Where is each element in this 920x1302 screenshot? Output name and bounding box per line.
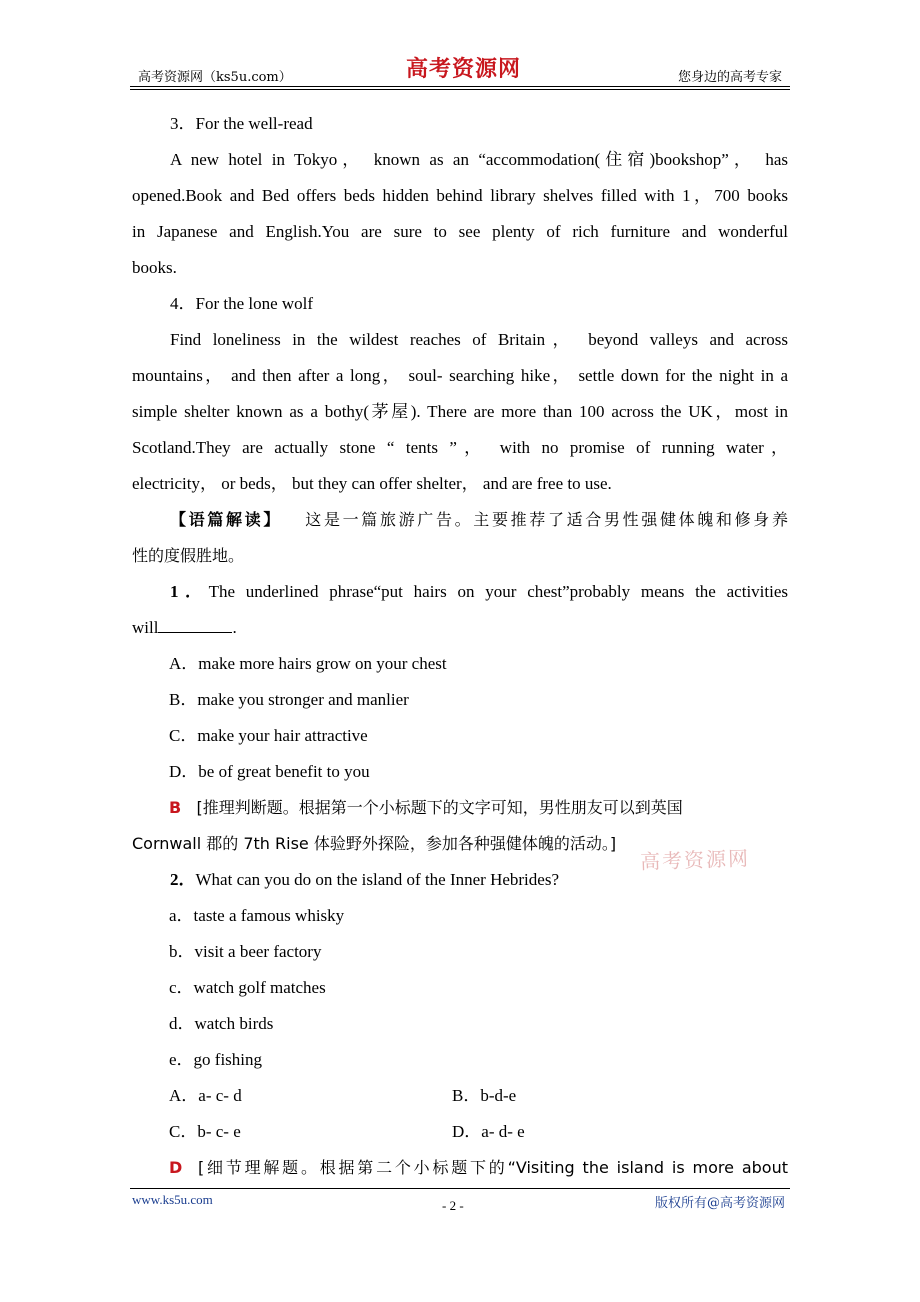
q1-option-b: B．make you stronger and manlier — [169, 690, 409, 709]
q2-options-row — [132, 1114, 788, 1150]
section-3-line: in Japanese and English.You are sure to see plenty of rich furniture and wonderful — [132, 222, 788, 241]
section-4-line: Find loneliness in the wildest reaches of Britain， beyond valleys and across — [170, 330, 788, 349]
analysis-label: 【语篇解读】 — [170, 510, 283, 529]
section-4-line: mountains， and then after a long， soul- searching hike， settle down for the night in a — [132, 366, 788, 385]
document-body — [132, 106, 788, 1186]
q2-option-a: A．a- c- d — [169, 1086, 242, 1105]
section-4-title: 4．For the lone wolf — [170, 294, 314, 313]
q1-answer: B — [169, 798, 182, 817]
header-logo: 高考资源网 — [406, 56, 522, 82]
q2-option-c: C．b- c- e — [169, 1122, 241, 1141]
section-3-line: books. — [132, 258, 177, 277]
q1-option-c: C．make your hair attractive — [169, 726, 368, 745]
header-divider-secondary — [130, 89, 790, 90]
q2-option-d: D．a- d- e — [452, 1122, 525, 1141]
analysis-line: 【语篇解读】 这是一篇旅游广告。主要推荐了适合男性强健体魄和修身养 — [170, 510, 788, 529]
q2-explanation: D [细节理解题。根据第二个小标题下的“Visiting the island is more about — [169, 1158, 789, 1177]
question-1-stem-end: will . — [132, 618, 237, 637]
q2-answer: D — [169, 1158, 183, 1177]
q2-item-a: a．taste a famous whisky — [169, 906, 345, 925]
analysis-line: 性的度假胜地。 — [132, 546, 245, 565]
footer-copyright: 版权所有@高考资源网 — [654, 1196, 785, 1211]
q2-item-d: d．watch birds — [169, 1014, 274, 1033]
header-divider — [130, 86, 790, 87]
header-slogan: 您身边的高考专家 — [677, 70, 782, 85]
section-3-title: 3．For the well-read — [170, 114, 313, 133]
watermark: 高考资源网 — [639, 846, 751, 874]
section-4-line: electricity， or beds， but they can offer shelter， and are free to use. — [132, 474, 612, 493]
footer-divider — [130, 1188, 790, 1189]
section-4-line: simple shelter known as a bothy(茅屋). There are more than 100 across the UK，most in — [132, 402, 788, 421]
q2-options-row — [132, 1078, 788, 1114]
page-number: - 2 - — [442, 1198, 464, 1213]
q2-item-e: e．go fishing — [169, 1050, 263, 1069]
question-1-stem: 1．The underlined phrase“put hairs on your chest”probably means the activities — [170, 582, 788, 601]
section-3-line: opened.Book and Bed offers beds hidden behind library shelves filled with 1，700 books — [132, 186, 788, 205]
q2-item-c: c．watch golf matches — [169, 978, 326, 997]
section-3-line: A new hotel in Tokyo， known as an “accommodation(住宿)bookshop”， has — [170, 150, 788, 169]
answer-blank — [158, 618, 232, 633]
header-site-name: 高考资源网（ks5u.com） — [138, 70, 292, 85]
footer-website-link[interactable]: www.ks5u.com — [132, 1192, 213, 1207]
q1-option-a: A．make more hairs grow on your chest — [169, 654, 447, 673]
q2-option-b: B．b-d-e — [452, 1086, 517, 1105]
q2-item-b: b．visit a beer factory — [169, 942, 322, 961]
q1-explanation: B [推理判断题。根据第一个小标题下的文字可知，男性朋友可以到英国 — [169, 798, 683, 817]
section-4-line: Scotland.They are actually stone “ tents ”， with no promise of running water， — [132, 438, 788, 457]
q1-option-d: D．be of great benefit to you — [169, 762, 370, 781]
question-2-stem: 2．What can you do on the island of the Inner Hebrides? — [170, 870, 559, 889]
q1-explanation-cont: Cornwall 郡的 7th Rise 体验野外探险，参加各种强健体魄的活动。] — [132, 834, 617, 853]
